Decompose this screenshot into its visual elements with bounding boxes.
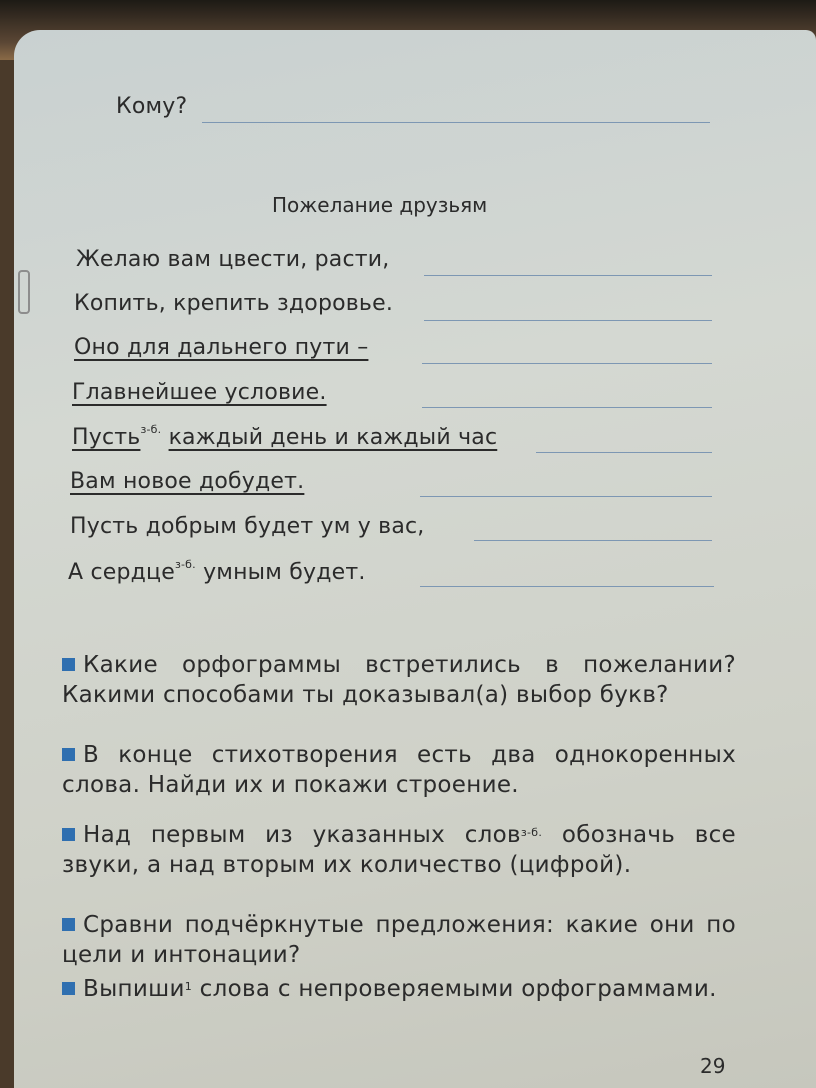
task-3-text-a: Над первым из указанных слов	[83, 822, 521, 848]
answer-line-3[interactable]	[422, 363, 712, 364]
task-marker-icon	[62, 918, 75, 931]
task-marker-icon	[62, 748, 75, 761]
poem-word-pust: Пусть	[72, 425, 141, 450]
task-marker-icon	[62, 828, 75, 841]
poem-line-5	[72, 425, 497, 450]
poem-line-7: Пусть добрым будет ум у вас,	[70, 514, 425, 539]
answer-line-1[interactable]	[424, 275, 712, 276]
task-2	[62, 740, 736, 800]
answer-line-7[interactable]	[474, 540, 712, 541]
answer-line-6[interactable]	[420, 496, 712, 497]
page-number: 29	[700, 1054, 726, 1078]
footnote-mark: 1	[184, 980, 193, 993]
task-1	[62, 650, 736, 710]
question-label: Кому?	[116, 94, 188, 119]
stress-note: з-б.	[174, 558, 196, 571]
answer-line-4[interactable]	[422, 407, 712, 408]
task-2-text: В конце стихотворения есть два однокоренных слова. Найди их и покажи строение.	[62, 742, 736, 798]
answer-line-8[interactable]	[420, 586, 714, 587]
poem-line-8-rest: умным будет.	[203, 560, 366, 585]
poem-line-6: Вам новое добудет.	[70, 469, 305, 494]
task-4	[62, 910, 736, 970]
poem-line-3: Оно для дальнего пути –	[74, 335, 369, 360]
task-marker-icon	[62, 658, 75, 671]
task-5	[62, 974, 736, 1004]
task-4-text: Сравни подчёркнутые предложения: какие они по цели и интонации?	[62, 912, 736, 968]
stress-note: з-б.	[140, 423, 162, 436]
answer-line-2[interactable]	[424, 320, 712, 321]
answer-line-5[interactable]	[536, 452, 712, 453]
answer-line-recipient[interactable]	[202, 122, 710, 123]
task-3	[62, 820, 736, 880]
poem-title: Пожелание друзьям	[272, 193, 488, 217]
task-3-text-b: обозначь все звуки, а над вторым их количество (цифрой).	[62, 822, 736, 878]
binding-ring	[18, 270, 30, 314]
poem-line-8	[68, 560, 366, 585]
task-5-text-b: слова с непроверяемыми орфограммами.	[199, 976, 717, 1002]
task-marker-icon	[62, 982, 75, 995]
poem-line-2: Копить, крепить здоровье.	[74, 291, 394, 316]
task-1-text: Какие орфограммы встретились в пожелании? Какими способами ты доказывал(а) выбор букв?	[62, 652, 736, 708]
poem-line-5-rest: каждый день и каждый час	[168, 425, 498, 450]
stress-note: з-б.	[520, 826, 543, 839]
workbook-page	[14, 30, 816, 1088]
poem-line-1: Желаю вам цвести, расти,	[76, 247, 390, 272]
poem-word-serdtse: А сердце	[68, 560, 175, 585]
task-5-text-a: Выпиши	[83, 976, 185, 1002]
poem-line-4: Главнейшее условие.	[72, 380, 327, 405]
